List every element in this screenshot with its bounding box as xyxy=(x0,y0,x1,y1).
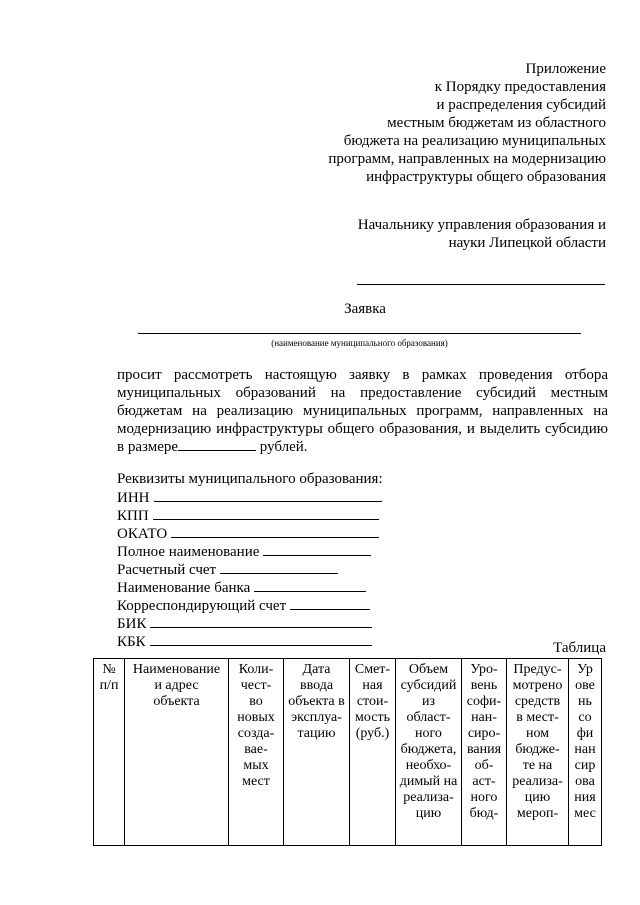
requisites-block xyxy=(117,470,383,650)
requisite-blank xyxy=(171,524,379,538)
header-line: ова xyxy=(575,774,595,789)
document-title: Заявка xyxy=(344,301,386,317)
requisite-label: КБК xyxy=(117,634,146,650)
request-body xyxy=(117,366,608,456)
header-line: средств xyxy=(514,694,561,709)
header-line: мес xyxy=(574,806,596,821)
header-line: ния xyxy=(574,790,596,805)
header-line: аст- xyxy=(472,774,496,789)
header-line: ввода xyxy=(299,678,334,693)
addressee-block xyxy=(358,216,606,252)
header-line: бюдже- xyxy=(515,742,560,757)
header-line: п/п xyxy=(99,678,119,693)
requisite-blank xyxy=(153,506,379,520)
header-line: нан xyxy=(574,742,596,757)
header-line: эксплуа- xyxy=(291,710,342,725)
header-line: ном xyxy=(525,726,550,741)
header-line: созда- xyxy=(237,726,275,741)
requisite-label: ОКАТО xyxy=(117,526,168,542)
requisite-blank xyxy=(263,542,371,556)
header-line: Уро- xyxy=(470,662,498,677)
requisite-corr-account xyxy=(117,596,383,614)
col-local-budget-funds xyxy=(507,659,569,846)
header-line: сиро- xyxy=(467,726,501,741)
col-estimated-cost xyxy=(350,659,396,846)
header-line: об- xyxy=(474,758,494,773)
appendix-line: к Порядку предоставления xyxy=(434,79,606,95)
header-line: Смет- xyxy=(354,662,391,677)
header-line: ного xyxy=(415,726,442,741)
col-number xyxy=(94,659,125,846)
requisite-inn xyxy=(117,488,383,506)
requisite-blank xyxy=(220,560,338,574)
requisite-label: Корреспондирующий счет xyxy=(117,598,287,614)
header-line: област- xyxy=(406,710,451,725)
appendix-line: инфраструктуры общего образования xyxy=(366,169,606,185)
table-label: Таблица xyxy=(553,640,606,656)
requisites-heading: Реквизиты муниципального образования: xyxy=(117,471,383,487)
requisite-account xyxy=(117,560,383,578)
municipality-name-caption: (наименование муниципального образования) xyxy=(271,338,448,348)
requisite-blank xyxy=(254,578,366,592)
requisite-kpp xyxy=(117,506,383,524)
header-line: объекта xyxy=(153,694,200,709)
table-header-row xyxy=(94,659,602,846)
appendix-line: бюджета на реализацию муниципальных xyxy=(343,133,606,149)
municipality-name-blank-line xyxy=(138,333,581,334)
header-line: новых xyxy=(237,710,275,725)
header-line: Предус- xyxy=(513,662,562,677)
requisite-blank xyxy=(150,614,372,628)
header-line: цию xyxy=(524,790,551,805)
header-line: сир xyxy=(574,758,596,773)
requisite-bank xyxy=(117,578,383,596)
header-line: димый на xyxy=(399,774,458,789)
signature-blank-line xyxy=(357,284,605,285)
header-line: субсидий xyxy=(400,678,457,693)
header-line: реализа- xyxy=(403,790,454,805)
header-line: ная xyxy=(362,678,383,693)
header-line: (руб.) xyxy=(355,726,390,741)
requisite-bik xyxy=(117,614,383,632)
header-line: необхо- xyxy=(405,758,452,773)
header-line: мест xyxy=(242,774,270,789)
header-line: Объем xyxy=(408,662,449,677)
addressee-line: науки Липецкой области xyxy=(448,235,606,251)
requisite-label: Наименование банка xyxy=(117,580,251,596)
col-object-name xyxy=(125,659,229,846)
requisite-kbk xyxy=(117,632,383,650)
header-line: ного xyxy=(470,790,498,805)
header-line: Наименование xyxy=(132,662,221,677)
appendix-line: программ, направленных на модернизацию xyxy=(328,151,606,167)
header-line: стои- xyxy=(356,694,389,709)
requisite-blank xyxy=(290,596,370,610)
appendix-line: местным бюджетам из областного xyxy=(387,115,606,131)
header-line: объекта в xyxy=(288,694,345,709)
requisite-label: КПП xyxy=(117,508,149,524)
header-line: фи xyxy=(576,726,594,741)
col-subsidy-amount xyxy=(396,659,462,846)
request-text-end: рублей. xyxy=(259,439,308,455)
header-line: нь xyxy=(578,694,592,709)
objects-table xyxy=(93,658,602,846)
header-line: мероп- xyxy=(516,806,559,821)
col-local-cofinancing-level xyxy=(569,659,602,846)
requisite-label: Полное наименование xyxy=(117,544,260,560)
header-line: вае- xyxy=(244,742,268,757)
amount-blank xyxy=(178,438,256,451)
header-line: те на xyxy=(522,758,553,773)
header-line: из xyxy=(421,694,436,709)
requisite-full-name xyxy=(117,542,383,560)
header-line: бюджета, xyxy=(400,742,457,757)
requisite-blank xyxy=(150,632,372,646)
col-cofinancing-level xyxy=(462,659,507,846)
header-line: тацию xyxy=(297,726,336,741)
header-line: ове xyxy=(575,678,595,693)
requisite-label: ИНН xyxy=(117,490,150,506)
header-line: в мест- xyxy=(516,710,559,725)
header-line: вания xyxy=(466,742,502,757)
header-line: вень xyxy=(470,678,498,693)
header-line: и адрес xyxy=(154,678,199,693)
header-line: нан- xyxy=(471,710,497,725)
addressee-line: Начальнику управления образования и xyxy=(357,217,606,233)
appendix-line: и распределения субсидий xyxy=(436,97,606,113)
header-line: Дата xyxy=(302,662,331,677)
requisite-blank xyxy=(154,488,382,502)
header-line: чест- xyxy=(240,678,272,693)
header-line: цию xyxy=(415,806,442,821)
header-line: Ур xyxy=(577,662,593,677)
header-line: бюд- xyxy=(469,806,499,821)
header-line: № xyxy=(102,662,116,677)
header-line: реализа- xyxy=(512,774,563,789)
appendix-line: Приложение xyxy=(525,61,606,77)
header-line: со xyxy=(578,710,592,725)
col-commission-date xyxy=(284,659,350,846)
header-line: мотрено xyxy=(512,678,563,693)
header-line: софи- xyxy=(466,694,502,709)
requisite-label: Расчетный счет xyxy=(117,562,217,578)
header-line: во xyxy=(249,694,263,709)
header-line: Коли- xyxy=(238,662,274,677)
col-new-places xyxy=(229,659,284,846)
requisite-okato xyxy=(117,524,383,542)
header-line: мых xyxy=(243,758,269,773)
request-text: просит рассмотреть настоящую заявку в рамках проведения отбора муниципальных образований на предоставление субсидий местным бюджетам на реализацию муниципальных программ, направленных на модернизацию инфраструктуры общего образования, и выделить субсидию в размере xyxy=(117,367,608,455)
header-line: мость xyxy=(355,710,390,725)
requisite-label: БИК xyxy=(117,616,147,632)
appendix-header xyxy=(328,60,606,186)
